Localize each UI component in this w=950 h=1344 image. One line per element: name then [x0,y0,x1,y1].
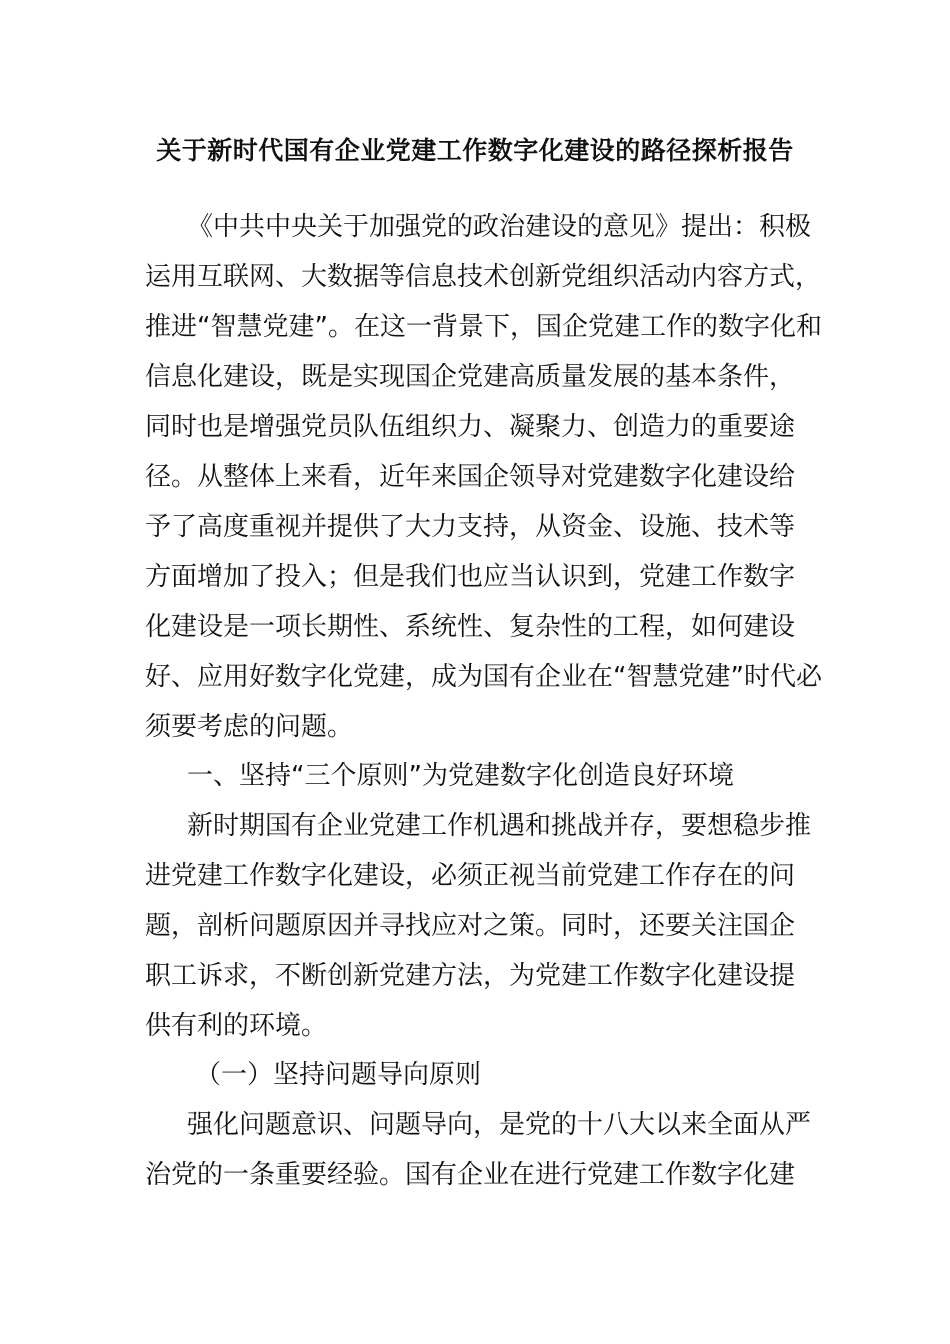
paragraph-line: 供有利的环境。 [145,1011,328,1041]
paragraph-line: 进党建工作数字化建设，必须正视当前党建工作存在的问 [145,861,796,891]
paragraph-line: 推进“智慧党建”。在这一背景下，国企党建工作的数字化和 [145,312,822,342]
paragraph-line: 治党的一条重要经验。国有企业在进行党建工作数字化建 [145,1160,796,1190]
paragraph-line: 题，剖析问题原因并寻找应对之策。同时，还要关注国企 [145,911,796,941]
section-heading: 一、坚持“三个原则”为党建数字化创造良好环境 [187,761,734,791]
paragraph-line: 《中共中央关于加强党的政治建设的意见》提出：积极 [187,212,812,242]
paragraph-line: 方面增加了投入；但是我们也应当认识到，党建工作数字 [145,562,796,592]
paragraph-line: 职工诉求，不断创新党建方法，为党建工作数字化建设提 [145,961,796,991]
paragraph-line: 化建设是一项长期性、系统性、复杂性的工程，如何建设 [145,612,796,642]
paragraph-line: 好、应用好数字化党建，成为国有企业在“智慧党建”时代必 [145,662,822,692]
subsection-heading: （一）坚持问题导向原则 [195,1060,482,1090]
paragraph-line: 新时期国有企业党建工作机遇和挑战并存，要想稳步推 [187,811,812,841]
document-title: 关于新时代国有企业党建工作数字化建设的路径探析报告 [156,136,794,165]
paragraph-line: 同时也是增强党员队伍组织力、凝聚力、创造力的重要途 [145,412,796,442]
paragraph-line: 强化问题意识、问题导向，是党的十八大以来全面从严 [187,1110,812,1140]
paragraph-line: 运用互联网、大数据等信息技术创新党组织活动内容方式， [145,262,822,292]
paragraph-line: 予了高度重视并提供了大力支持，从资金、设施、技术等 [145,512,796,542]
paragraph-line: 信息化建设，既是实现国企党建高质量发展的基本条件， [145,362,796,392]
paragraph-line: 须要考虑的问题。 [145,712,354,742]
paragraph-line: 径。从整体上来看，近年来国企领导对党建数字化建设给 [145,462,796,492]
